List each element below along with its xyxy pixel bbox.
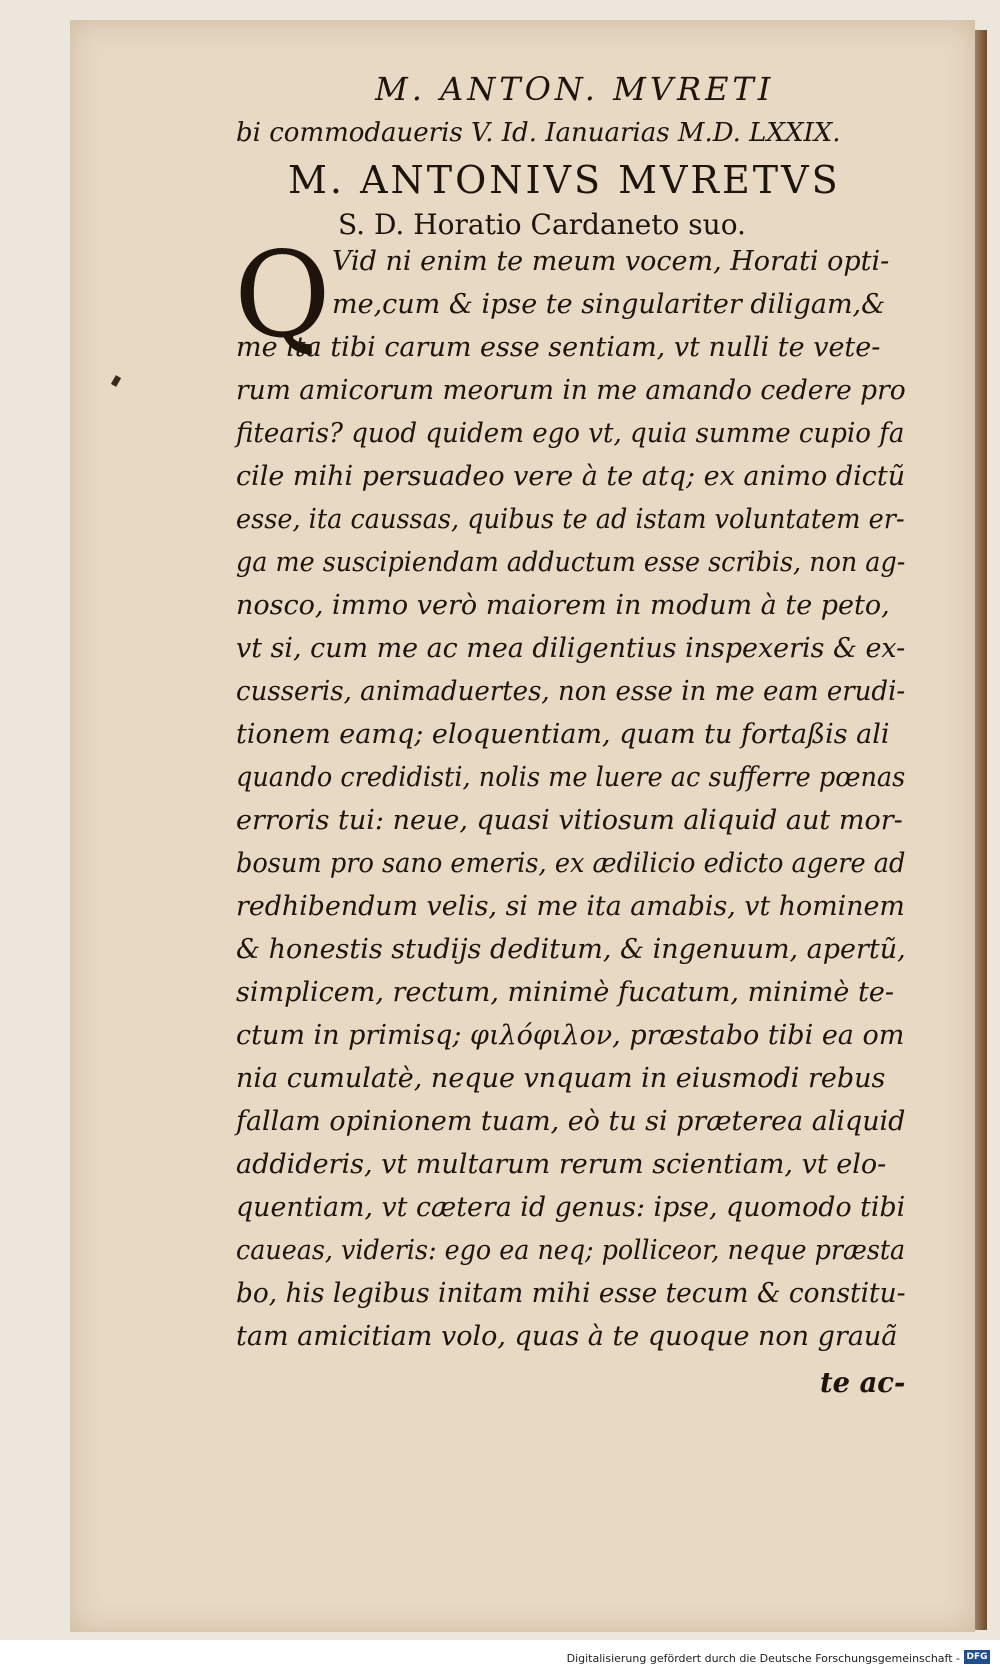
body-line: nia cumulatè, neque vnquam in eiusmodi rebus bbox=[236, 1063, 886, 1094]
page-edge bbox=[975, 30, 987, 1630]
footer-credit: Digitalisierung gefördert durch die Deutsche Forschungsgemeinschaft - bbox=[566, 1652, 960, 1665]
body-line: erroris tui: neue, quasi vitiosum aliquid aut mor- bbox=[236, 805, 903, 836]
body-line: tionem eamq; eloquentiam, quam tu fortaßis ali bbox=[236, 719, 890, 750]
dfg-logo[interactable]: DFG bbox=[964, 1650, 990, 1664]
body-line: nosco, immo verò maiorem in modum à te peto, bbox=[236, 590, 890, 621]
body-line: cusseris, animaduertes, non esse in me eam erudi- bbox=[236, 676, 906, 707]
body-line: bo, his legibus initam mihi esse tecum & constitu- bbox=[236, 1278, 906, 1309]
body-line: simplicem, rectum, minimè fucatum, minimè te- bbox=[236, 977, 894, 1008]
date-line: bi commodaueris V. Id. Ianuarias M.D. LXXIX. bbox=[236, 118, 841, 148]
body-line: me,cum & ipse te singulariter diligam,& bbox=[332, 289, 886, 320]
body-line: caueas, videris: ego ea neq; polliceor, neque præsta bbox=[236, 1235, 906, 1266]
body-line: cile mihi persuadeo vere à te atq; ex animo dictũ bbox=[236, 461, 906, 492]
body-line: fitearis? quod quidem ego vt, quia summe cupio fa bbox=[236, 418, 905, 449]
catchword: te ac- bbox=[820, 1366, 906, 1399]
body-line: vt si, cum me ac mea diligentius inspexeris & ex- bbox=[236, 633, 906, 664]
body-line: rum amicorum meorum in me amando cedere pro bbox=[236, 375, 906, 406]
body-line: esse, ita caussas, quibus te ad istam voluntatem er- bbox=[236, 504, 905, 535]
body-line: fallam opinionem tuam, eò tu si præterea aliquid bbox=[236, 1106, 906, 1137]
body-line: Vid ni enim te meum vocem, Horati opti- bbox=[332, 246, 890, 277]
body-line: tam amicitiam volo, quas à te quoque non grauã bbox=[236, 1321, 898, 1352]
body-line: quando credidisti, nolis me luere ac sufferre pœnas bbox=[236, 762, 906, 793]
drop-cap: Q bbox=[234, 226, 331, 364]
body-line: me ita tibi carum esse sentiam, vt nulli te vete- bbox=[236, 332, 881, 363]
body-line: addideris, vt multarum rerum scientiam, vt elo- bbox=[236, 1149, 887, 1180]
body-line: quentiam, vt cætera id genus: ipse, quomodo tibi bbox=[236, 1192, 906, 1223]
body-line: ctum in primisq; φιλόφιλον, præstabo tibi ea om bbox=[236, 1020, 905, 1051]
letter-title: M. ANTONIVS MVRETVS bbox=[288, 158, 841, 202]
body-line: ga me suscipiendam adductum esse scribis, non ag- bbox=[236, 547, 906, 578]
body-line: & honestis studijs deditum, & ingenuum, apertũ, bbox=[236, 934, 906, 965]
body-line: redhibendum velis, si me ita amabis, vt hominem bbox=[236, 891, 905, 922]
salutation: S. D. Horatio Cardaneto suo. bbox=[338, 208, 746, 241]
running-head: M. ANTON. MVRETI bbox=[375, 70, 775, 108]
body-line: bosum pro sano emeris, ex ædilicio edicto agere ad bbox=[236, 848, 906, 879]
